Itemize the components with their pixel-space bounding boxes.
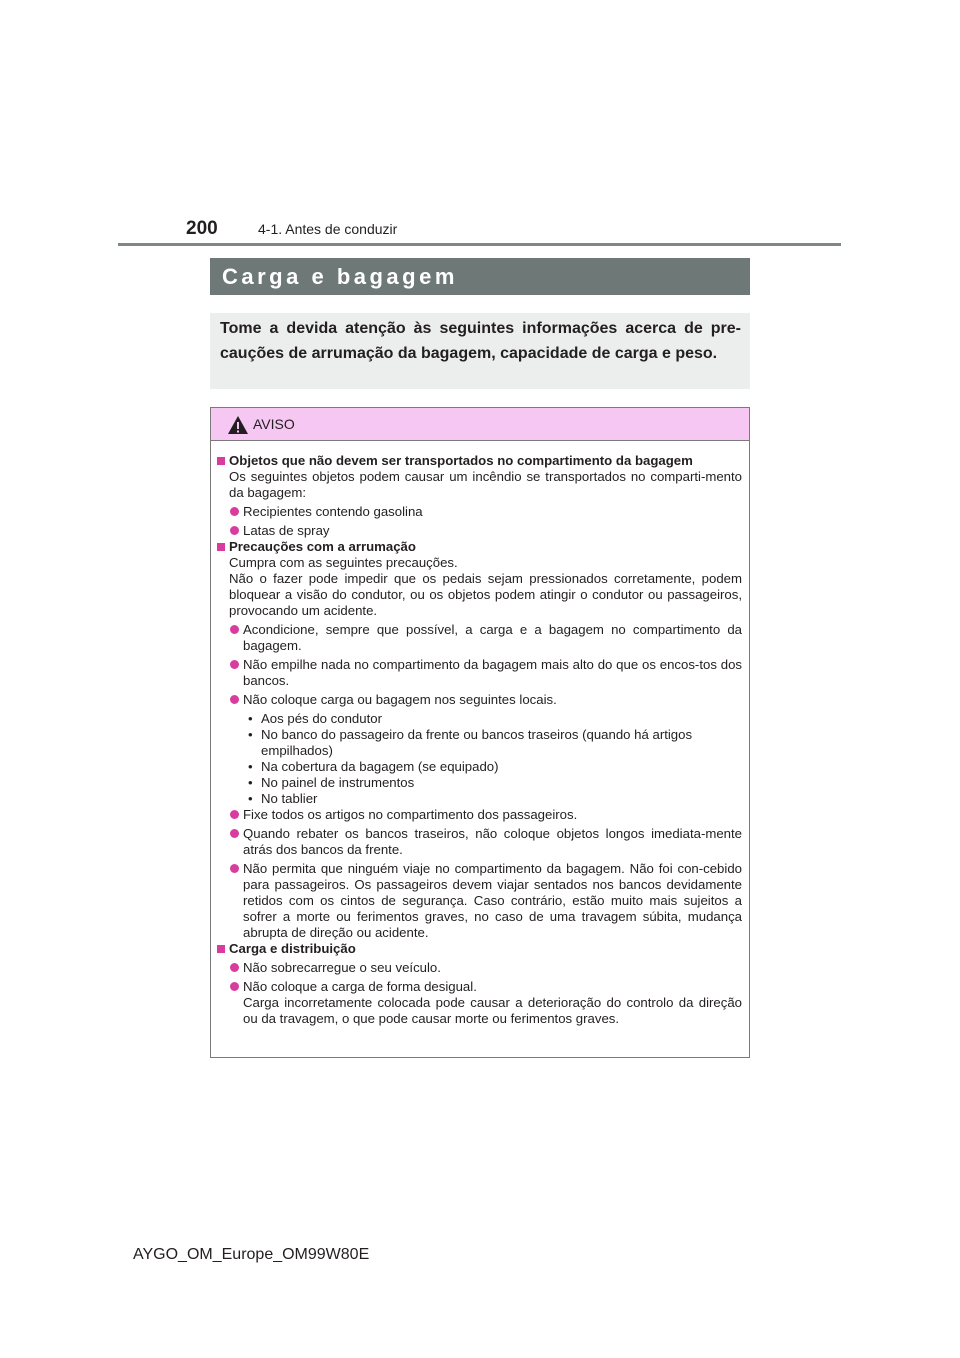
bullet-item: Não empilhe nada no compartimento da bagagem mais alto do que os encos-tos dos bancos. [216, 657, 742, 689]
section-title: Carga e bagagem [210, 258, 750, 295]
bullet-item: Acondicione, sempre que possível, a carga e a bagagem no compartimento da bagagem. [216, 622, 742, 654]
sub-bullet-item: • Na cobertura da bagagem (se equipado) [216, 759, 742, 775]
section-heading: Objetos que não devem ser transportados no compartimento da bagagem [229, 453, 693, 468]
document-code: AYGO_OM_Europe_OM99W80E [133, 1246, 370, 1263]
warning-section [216, 539, 742, 619]
bullet-item: Quando rebater os bancos traseiros, não coloque objetos longos imediata-mente atrás dos bancos da frente. [216, 826, 742, 858]
warning-triangle-icon [227, 415, 249, 435]
bullet-item: Latas de spray [216, 523, 742, 539]
bullet-item: Não permita que ninguém viaje no compartimento da bagagem. Não foi con-cebido para passageiros. Os passageiros devem viajar sentados nos bancos devidamente retidos com os cintos de segurança. Caso contrário, estão muito mais sujeitos a sofrer a morte ou ferimentos graves, no caso de uma travagem súbita, mudança abrupta de direção ou acidente. [216, 861, 742, 941]
intro-text: Tome a devida atenção às seguintes informações acerca de pre-cauções de arrumação da bagagem, capacidade de carga e peso. [220, 320, 741, 362]
warning-header [211, 408, 749, 441]
warning-section [216, 941, 742, 957]
section-heading: Precauções com a arrumação [229, 539, 416, 554]
bullet-item: Fixe todos os artigos no compartimento dos passageiros. [216, 807, 742, 823]
bullet-item: Não coloque carga ou bagagem nos seguintes locais. [216, 692, 742, 708]
chapter-heading: 4-1. Antes de conduzir [258, 221, 398, 237]
header-rule [118, 243, 841, 246]
bullet-item [216, 979, 742, 1027]
bullet-item: Não sobrecarregue o seu veículo. [216, 960, 742, 976]
warning-section [216, 453, 742, 501]
bullet-text: Não coloque a carga de forma desigual. [243, 979, 477, 994]
location-list [216, 711, 742, 807]
warning-label: AVISO [253, 416, 295, 432]
sub-bullet-item: • No painel de instrumentos [216, 775, 742, 791]
warning-body [211, 441, 749, 1027]
section-text: Os seguintes objetos podem causar um incêndio se transportados no comparti-mento da bagagem: [229, 469, 742, 500]
sub-bullet-item: • No tablier [216, 791, 742, 807]
page-number: 200 [186, 218, 218, 239]
section-heading: Carga e distribuição [229, 941, 356, 956]
section-text: Cumpra com as seguintes precauções. [229, 555, 458, 570]
bullet-detail: Carga incorretamente colocada pode causar a deterioração do controlo da direção ou da travagem, o que pode causar morte ou ferimentos graves. [243, 995, 742, 1026]
sub-bullet-item: • No banco do passageiro da frente ou bancos traseiros (quando há artigos empilhados) [216, 727, 742, 759]
section-text: Não o fazer pode impedir que os pedais sejam pressionados corretamente, podem bloquear a visão do condutor, ou os objetos podem atingir o condutor ou passageiros, provocando um acidente. [229, 571, 742, 618]
sub-bullet-item: • Aos pés do condutor [216, 711, 742, 727]
intro-box [210, 313, 750, 389]
bullet-item: Recipientes contendo gasolina [216, 504, 742, 520]
warning-box [210, 407, 750, 1058]
